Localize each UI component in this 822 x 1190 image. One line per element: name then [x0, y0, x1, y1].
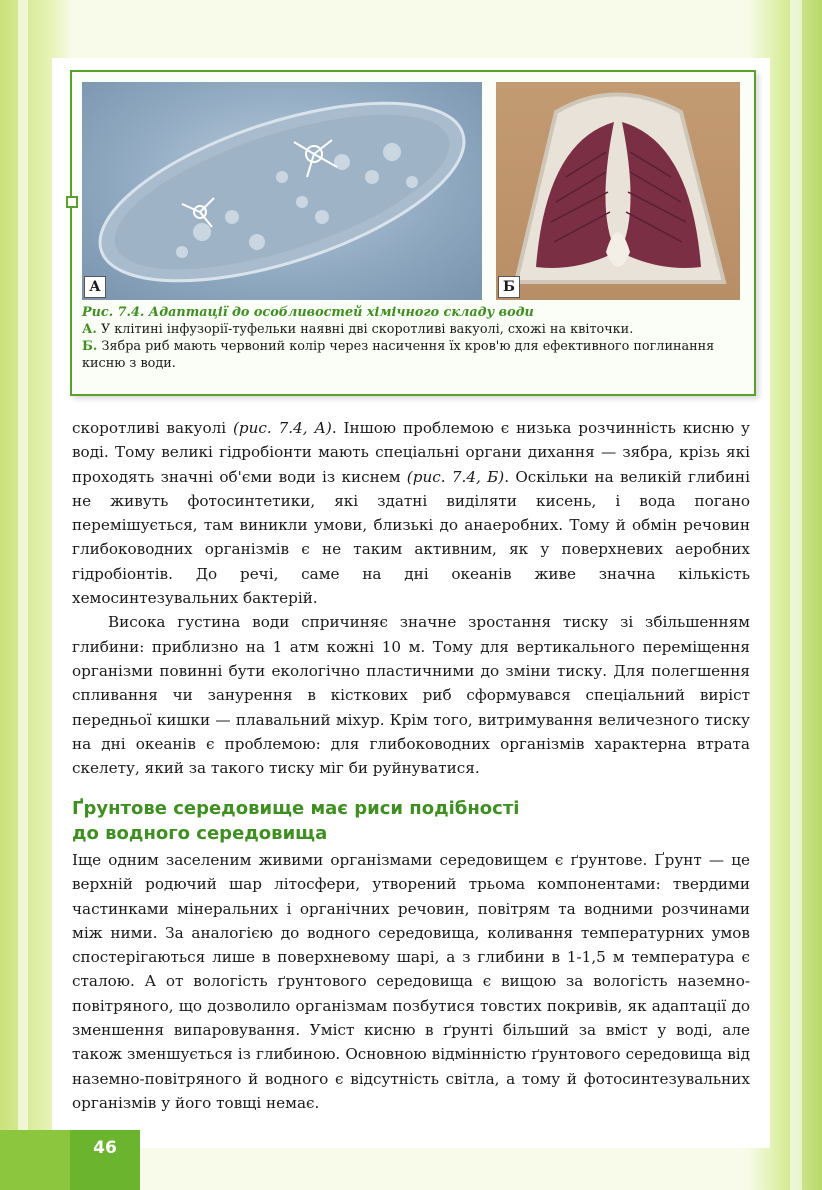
body-text-lower — [72, 848, 750, 1115]
photo-label-b: Б — [498, 276, 520, 298]
paragraph-3: Іще одним заселеним живими організмами середовищем є ґрунтове. Ґрунт — це верхній родючий шар літосфери, утворений трьома компонентами: твердими частинками мінеральних і органічних речовин, повітрям та водними розчинами між ними. За аналогією до водного середовища, коливання температурних умов спостерігаються лише в поверхневому шарі, а з глибини в 1-1,5 м температура є сталою. А от вологість ґрунтового середовища є вищою за вологість наземно-повітряного, що дозволило організмам позбутися товстих покривів, як адаптації до зменшення випаровування. Уміст кисню в ґрунті більший за вміст у воді, але також зменшується із глибиною. Основною відмінністю ґрунтового середовища від наземно-повітряного й водного є відсутність світла, а тому й фотосинтезувальних організмів у його товщі немає. — [72, 851, 750, 1112]
figure-caption — [82, 304, 746, 372]
footer-corner — [0, 1130, 70, 1190]
paragraph-2: Висока густина води спричиняє значне зростання тиску зі збільшенням глибини: приблизно на 1 атм кожні 10 м. Тому для вертикального переміщення організми повинні бути екологічно пластичними до зміни тиску. Для полегшення спливання чи занурення в кісткових риб сформувався спеціальний виріст передньої кишки — плавальний міхур. Крім того, витримування величезного тиску на дні океанів є проблемою: для глибоководних організмів характерна втрата скелету, який за такого тиску міг би руйнуватися. — [72, 613, 750, 778]
photo-label-a: А — [84, 276, 106, 298]
paragraph-1-part-2: . Іншою проблемою є низька розчинність кисню у воді. Тому великі гідробіонти мають спеціальні органи дихання — зябра, крізь які проходять значні об'єми води із киснем — [72, 419, 750, 486]
figure-handle[interactable] — [66, 196, 78, 208]
page-number-tab — [70, 1130, 140, 1190]
caption-b-letter: Б. — [82, 339, 98, 354]
caption-b-text: Зябра риб мають червоний колір через насичення їх кров'ю для ефективного поглинання кисню з води. — [82, 339, 715, 371]
section-heading-line-2: до водного середовища — [72, 823, 328, 844]
body-text-upper — [72, 416, 750, 780]
paragraph-1-part-1: скоротливі вакуолі — [72, 419, 233, 437]
background-stripe-left — [18, 0, 28, 1190]
paragraph-1 — [72, 416, 750, 610]
caption-a — [82, 321, 746, 338]
page-number: 46 — [93, 1138, 117, 1158]
paramecium-illustration — [82, 82, 482, 300]
caption-a-letter: А. — [82, 322, 97, 337]
paragraph-1-part-3: . Оскільки на великій глибині не живуть фотосинтетики, які здатні виділяти кисень, і вода погано перемішується, там виникли умови, близькі до анаеробних. Тому й обмін речовин глибоководних організмів є не таким активним, як у поверхневих аеробних гідробіонтів. До речі, саме на дні океанів живе значна кількість хемосинтезувальних бактерій. — [72, 467, 750, 608]
figure-ref-b: (рис. 7.4, Б) — [406, 467, 505, 486]
section-heading-line-1: Ґрунтове середовище має риси подібності — [72, 798, 520, 819]
background-stripe-right — [790, 0, 802, 1190]
figure-7-4 — [70, 70, 756, 396]
figure-title: Рис. 7.4. Адаптації до особливостей хімічного складу води — [82, 305, 534, 320]
caption-b — [82, 338, 746, 372]
section-heading — [72, 796, 750, 846]
figure-ref-a: (рис. 7.4, А) — [232, 419, 332, 437]
photo-fish-gills — [496, 82, 740, 300]
fish-gills-illustration — [496, 82, 740, 300]
photo-paramecium — [82, 82, 482, 300]
caption-a-text: У клітині інфузорії-туфельки наявні дві скоротливі вакуолі, схожі на квіточки. — [96, 322, 634, 337]
